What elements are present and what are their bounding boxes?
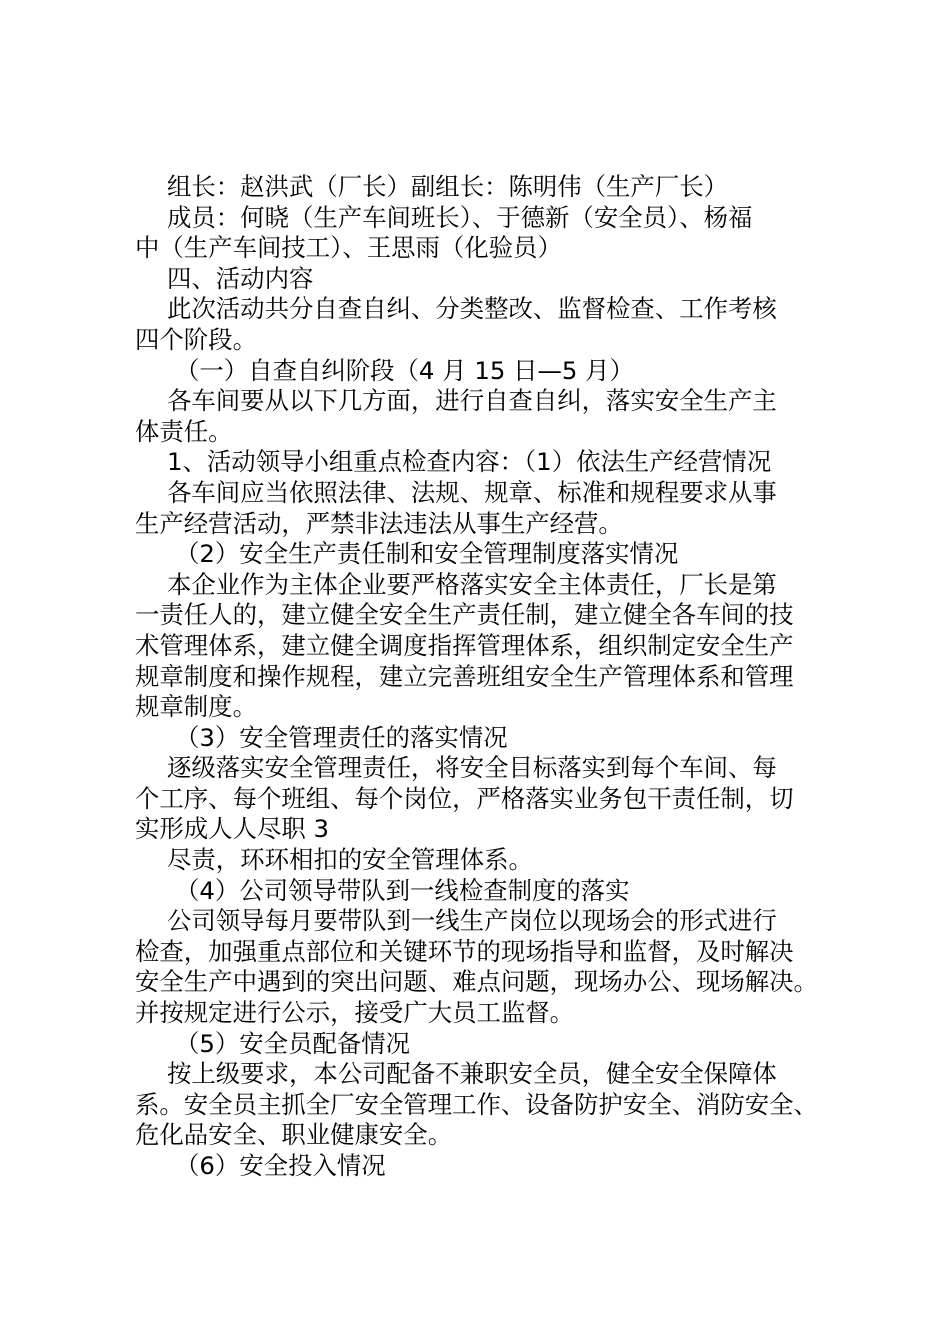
text-line: 生产经营活动，严禁非法违法从事生产经营。 xyxy=(135,508,623,538)
text-line: 实形成人人尽职 3 xyxy=(135,814,330,844)
text-line: 并按规定进行公示，接受广大员工监督。 xyxy=(135,998,575,1028)
text-line: 按上级要求，本公司配备不兼职安全员，健全安全保障体 xyxy=(167,1059,777,1089)
text-line: 个工序、每个班组、每个岗位，严格落实业务包干责任制，切 xyxy=(135,783,794,813)
text-line: 逐级落实安全管理责任，将安全目标落实到每个车间、每 xyxy=(167,753,777,783)
subsection-heading: （4）公司领导带队到一线检查制度的落实 xyxy=(175,875,630,905)
text-line: 中（生产车间技工）、王思雨（化验员） xyxy=(135,233,562,263)
text-line: 规章制度和操作规程，建立完善班组安全生产管理体系和管理 xyxy=(135,661,794,691)
text-line: 检查，加强重点部位和关键环节的现场指导和监督，及时解决 xyxy=(135,936,794,966)
section-heading: 四、活动内容 xyxy=(167,263,314,293)
text-line: 各车间应当依照法律、法规、规章、标准和规程要求从事 xyxy=(167,477,777,507)
text-line: 组长：赵洪武（厂长）副组长：陈明伟（生产厂长） xyxy=(167,172,728,201)
text-line: 尽责，环环相扣的安全管理体系。 xyxy=(167,845,533,875)
subsection-heading: （2）安全生产责任制和安全管理制度落实情况 xyxy=(175,539,679,569)
text-line: 规章制度。 xyxy=(135,692,257,722)
text-line: 安全生产中遇到的突出问题、难点问题，现场办公、现场解决。 xyxy=(135,967,818,997)
text-line: 成员：何晓（生产车间班长）、于德新（安全员）、杨福 xyxy=(167,202,753,232)
subsection-heading: （5）安全员配备情况 xyxy=(175,1028,411,1058)
text-line: 1、活动领导小组重点检查内容：（1）依法生产经营情况 xyxy=(167,447,772,477)
subsection-heading: （3）安全管理责任的落实情况 xyxy=(175,722,508,752)
text-line: 此次活动共分自查自纠、分类整改、监督检查、工作考核 xyxy=(167,294,777,324)
text-line: 四个阶段。 xyxy=(135,324,257,354)
text-line: 体责任。 xyxy=(135,416,233,446)
text-line: 本企业作为主体企业要严格落实安全主体责任，厂长是第 xyxy=(167,569,777,599)
subsection-heading: （一）自查自纠阶段（4 月 15 日—5 月） xyxy=(175,355,634,385)
text-line: 公司领导每月要带队到一线生产岗位以现场会的形式进行 xyxy=(167,906,777,936)
document-page xyxy=(135,172,837,1182)
text-line: 一责任人的，建立健全安全生产责任制，建立健全各车间的技 xyxy=(135,600,794,630)
subsection-heading: （6）安全投入情况 xyxy=(175,1151,386,1180)
text-line: 系。安全员主抓全厂安全管理工作、设备防护安全、消防安全、 xyxy=(135,1089,818,1119)
text-line: 术管理体系，建立健全调度指挥管理体系，组织制定安全生产 xyxy=(135,630,794,660)
text-line: 各车间要从以下几方面，进行自查自纠，落实安全生产主 xyxy=(167,386,777,416)
text-line: 危化品安全、职业健康安全。 xyxy=(135,1120,453,1150)
